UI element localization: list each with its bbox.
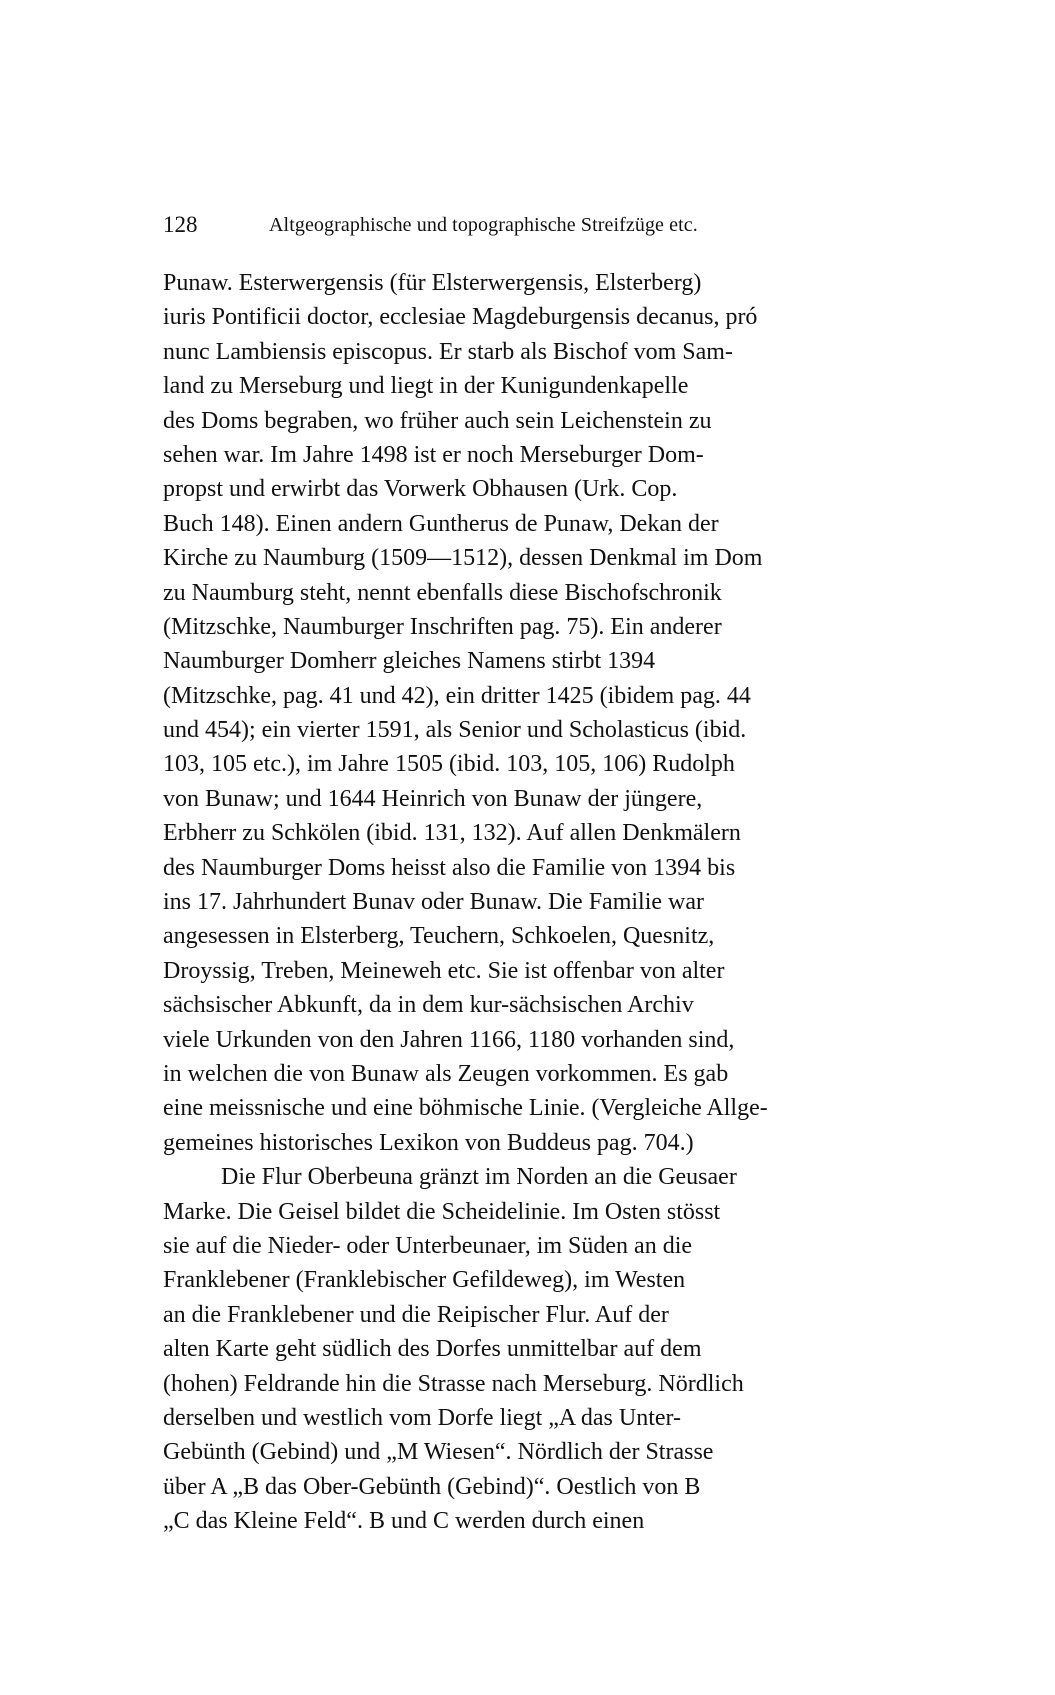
text-line: gemeines historisches Lexikon von Buddeus pag. 704.) <box>163 1129 694 1156</box>
text-line: über A „B das Ober-Gebünth (Gebind)“. Oestlich von B <box>163 1473 701 1500</box>
text-line: zu Naumburg steht, nennt ebenfalls diese Bischofschronik <box>163 579 722 606</box>
paragraph-1 <box>163 266 950 1160</box>
text-line: eine meissnische und eine böhmische Linie. (Vergleiche Allge- <box>163 1095 768 1122</box>
text-line: (hohen) Feldrande hin die Strasse nach Merseburg. Nördlich <box>163 1370 744 1397</box>
text-line: derselben und westlich vom Dorfe liegt „A das Unter- <box>163 1404 682 1431</box>
text-line: in welchen die von Bunaw als Zeugen vorkommen. Es gab <box>163 1060 729 1087</box>
text-line: an die Franklebener und die Reipischer Flur. Auf der <box>163 1301 669 1328</box>
text-line: Kirche zu Naumburg (1509—1512), dessen Denkmal im Dom <box>163 545 763 572</box>
text-line: sehen war. Im Jahre 1498 ist er noch Merseburger Dom- <box>163 441 704 468</box>
text-line: (Mitzschke, Naumburger Inschriften pag. 75). Ein anderer <box>163 613 722 640</box>
running-header <box>163 212 950 242</box>
text-line: Gebünth (Gebind) und „M Wiesen“. Nördlich der Strasse <box>163 1439 714 1466</box>
text-line: iuris Pontificii doctor, ecclesiae Magdeburgensis decanus, pró <box>163 304 758 331</box>
text-line: propst und erwirbt das Vorwerk Obhausen (Urk. Cop. <box>163 476 678 503</box>
text-line: von Bunaw; und 1644 Heinrich von Bunaw der jüngere, <box>163 785 703 812</box>
text-line: Naumburger Domherr gleiches Namens stirbt 1394 <box>163 648 656 675</box>
text-line: angesessen in Elsterberg, Teuchern, Schkoelen, Quesnitz, <box>163 923 715 950</box>
page-number: 128 <box>163 212 198 237</box>
text-line: sie auf die Nieder- oder Unterbeunaer, im Süden an die <box>163 1232 693 1259</box>
text-line: des Naumburger Doms heisst also die Familie von 1394 bis <box>163 854 736 881</box>
text-line: Erbherr zu Schkölen (ibid. 131, 132). Auf allen Denkmälern <box>163 820 741 847</box>
paragraph-2 <box>163 1160 950 1538</box>
text-line: Droyssig, Treben, Meineweh etc. Sie ist offenbar von alter <box>163 957 725 984</box>
text-line: Marke. Die Geisel bildet die Scheidelinie. Im Osten stösst <box>163 1198 721 1225</box>
text-line: Buch 148). Einen andern Guntherus de Punaw, Dekan der <box>163 510 719 537</box>
text-line: (Mitzschke, pag. 41 und 42), ein dritter 1425 (ibidem pag. 44 <box>163 682 751 709</box>
text-line: ins 17. Jahrhundert Bunav oder Bunaw. Die Familie war <box>163 889 704 916</box>
text-line: sächsischer Abkunft, da in dem kur-sächsischen Archiv <box>163 992 694 1019</box>
text-line: „C das Kleine Feld“. B und C werden durch einen <box>163 1508 645 1535</box>
text-line: nunc Lambiensis episcopus. Er starb als Bischof vom Sam- <box>163 338 733 365</box>
text-line: des Doms begraben, wo früher auch sein Leichenstein zu <box>163 407 712 434</box>
text-line: Die Flur Oberbeuna gränzt im Norden an die Geusaer <box>221 1164 737 1191</box>
text-line: Punaw. Esterwergensis (für Elsterwergensis, Elsterberg) <box>163 270 702 296</box>
text-line: und 454); ein vierter 1591, als Senior und Scholasticus (ibid. <box>163 717 747 744</box>
page-body <box>163 266 950 1538</box>
text-line: 103, 105 etc.), im Jahre 1505 (ibid. 103, 105, 106) Rudolph <box>163 751 735 778</box>
text-line: land zu Merseburg und liegt in der Kunigundenkapelle <box>163 373 689 400</box>
text-line: viele Urkunden von den Jahren 1166, 1180 vorhanden sind, <box>163 1026 735 1053</box>
text-line: Franklebener (Franklebischer Gefildeweg), im Westen <box>163 1267 686 1294</box>
text-line: alten Karte geht südlich des Dorfes unmittelbar auf dem <box>163 1336 702 1363</box>
running-title: Altgeographische und topographische Streifzüge etc. <box>269 214 698 236</box>
